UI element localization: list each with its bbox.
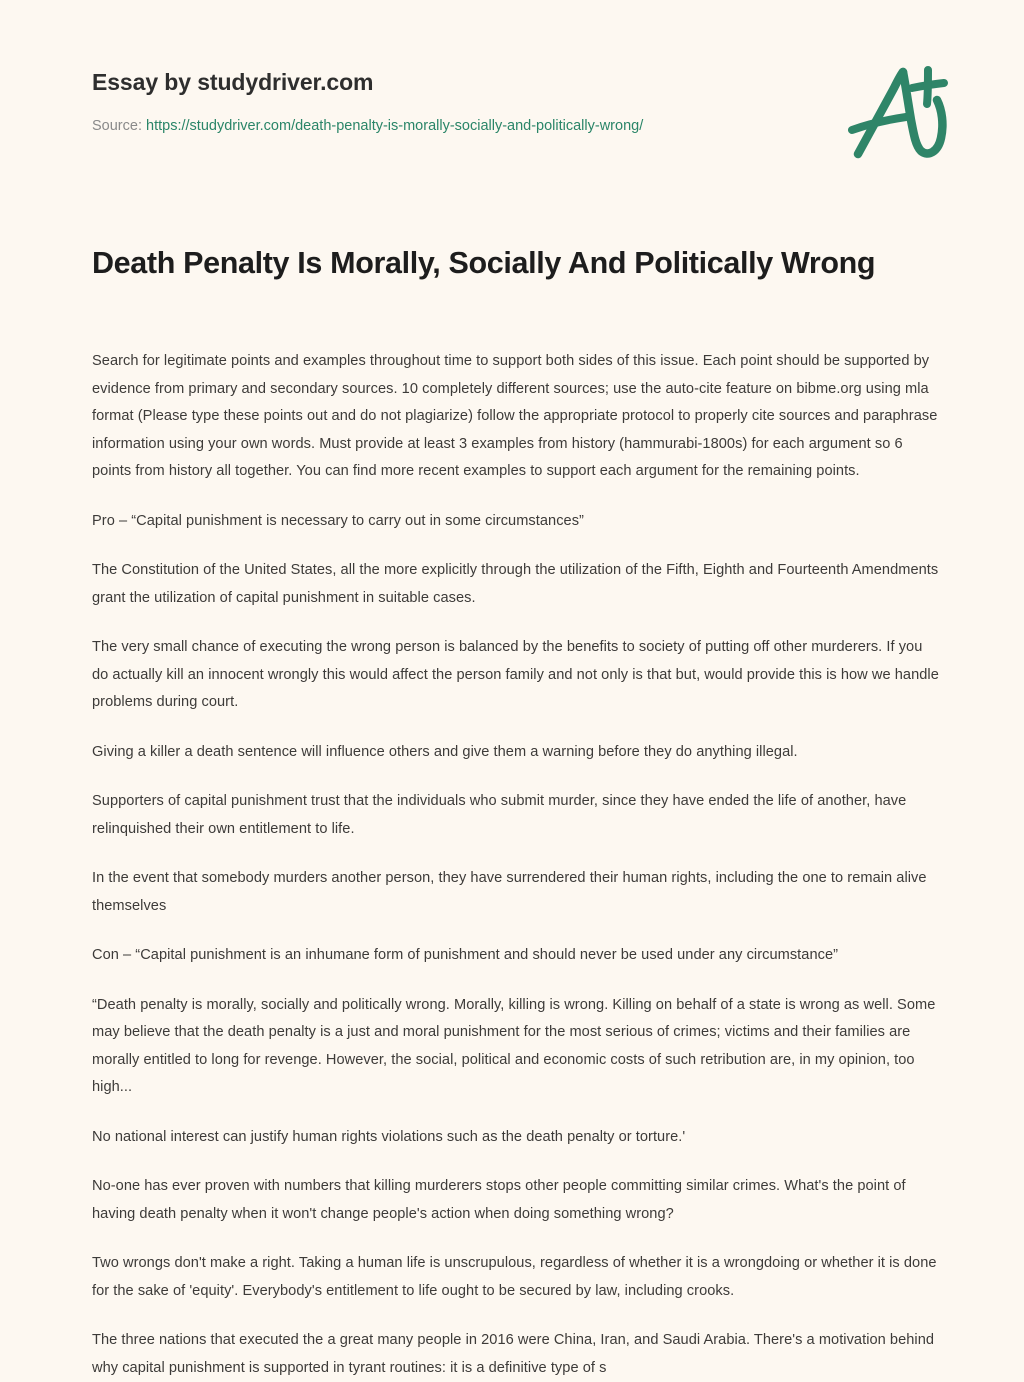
paragraph: No-one has ever proven with numbers that killing murderers stops other people committing similar crimes. What's the point of having death penalty when it won't change people's action when doing something wrong? [92, 1178, 906, 1222]
paragraph: No national interest can justify human rights violations such as the death penalty or torture.' [92, 1128, 686, 1145]
paragraph-pro-heading: Pro – “Capital punishment is necessary to carry out in some circumstances” [92, 512, 584, 529]
source-line [92, 116, 792, 136]
paragraph: Giving a killer a death sentence will influence others and give them a warning before they do anything illegal. [92, 743, 798, 760]
a-plus-logo-icon [838, 52, 968, 176]
paragraph: Supporters of capital punishment trust that the individuals who submit murder, since they have ended the life of another, have relinquished their own entitlement to life. [92, 793, 907, 837]
paragraph: In the event that somebody murders another person, they have surrendered their human rights, including the one to remain alive themselves [92, 870, 927, 914]
source-label: Source: [92, 118, 142, 134]
studydriver-logo[interactable] [838, 52, 968, 176]
brand-block [92, 68, 792, 136]
source-url-link[interactable]: https://studydriver.com/death-penalty-is-morally-socially-and-politically-wrong/ [146, 118, 644, 134]
paragraph: The Constitution of the United States, all the more explicitly through the utilization of the Fifth, Eighth and Fourteenth Amendments grant the utilization of capital punishment in suitable cases. [92, 562, 939, 606]
paragraph-con-heading: Con – “Capital punishment is an inhumane form of punishment and should never be used under any circumstance” [92, 947, 839, 963]
paragraph: Search for legitimate points and examples throughout time to support both sides of this issue. Each point should be supported by evidence from primary and secondary sources. 10 completely different sources; use the auto-cite feature on bibme.org using mla format (Please type these points out and do not plagiarize) follow the appropriate protocol to properly cite sources and paraphrase information using your own words. Must provide at least 3 examples from history (hammurabi-1800s) for each argument so 6 points from history all together. You can find more recent examples to support each argument for the remaining points. [92, 353, 938, 479]
article-body [92, 348, 940, 1382]
paragraph: The three nations that executed the a great many people in 2016 were China, Iran, and Saudi Arabia. There's a motivation behind why capital punishment is supported in tyrant routines: it is a definitive type of s [92, 1332, 935, 1376]
document-header [0, 0, 1024, 200]
essay-attribution: Essay by studydriver.com [92, 69, 374, 95]
paragraph: “Death penalty is morally, socially and politically wrong. Morally, killing is wrong. Killing on behalf of a state is wrong as well. Some may believe that the death penalty is a just and moral punishment for the most serious of crimes; victims and their families are morally entitled to long for revenge. However, the social, political and economic costs of such retribution are, in my opinion, too high... [92, 996, 936, 1095]
paragraph: The very small chance of executing the wrong person is balanced by the benefits to society of putting off other murderers. If you do actually kill an innocent wrongly this would affect the person family and not only is that but, would provide this is how we handle problems during court. [92, 639, 939, 710]
paragraph: Two wrongs don't make a right. Taking a human life is unscrupulous, regardless of whether it is a wrongdoing or whether it is done for the sake of 'equity'. Everybody's entitlement to life ought to be secured by law, including crooks. [92, 1255, 937, 1299]
page-title: Death Penalty Is Morally, Socially And Politically Wrong [92, 246, 876, 280]
